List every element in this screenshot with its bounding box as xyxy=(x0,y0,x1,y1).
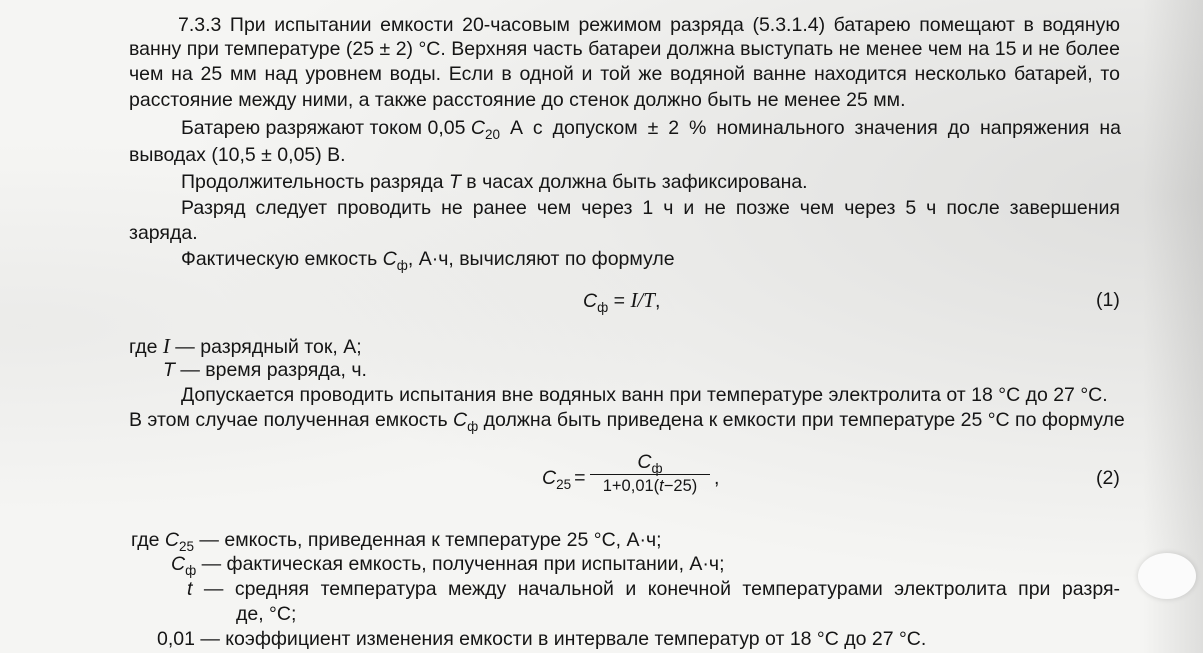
formula-2-fraction xyxy=(588,450,712,497)
formula-1: $C_ф = I/T$, xyxy=(583,288,661,315)
formula-2-number: (2) xyxy=(1096,467,1120,489)
p1-line-1: 7.3.3 При испытании емкости 20-часовым режимом разряда (5.3.1.4) батарею помещают в водяную xyxy=(178,14,1120,36)
where2-line-1: где $C_{25}$ — емкость, приведенная к температуре 25 °С, А·ч; xyxy=(131,529,662,554)
punch-hole xyxy=(1138,553,1196,599)
p2-line-1 xyxy=(181,116,1121,142)
formula-1-number: (1) xyxy=(1096,289,1120,311)
p6-line-1: Допускается проводить испытания вне водяных ванн при температуре электролита от 18 °С до 27 °С. xyxy=(181,384,1108,406)
where1-line-2: T — время разряда, ч. xyxy=(163,359,367,381)
formula-2-lhs: $C_{25}$ = xyxy=(542,467,586,492)
where1-line-1: где I — разрядный ток, А; xyxy=(129,334,362,358)
p1-line-3: чем на 25 мм над уровнем воды. Если в одной и той же водяной ванне находится несколько батарей, то xyxy=(129,63,1120,85)
formula-2-numerator: $C_ф$ xyxy=(637,451,663,476)
p2-pre: Батарею разряжают током 0,05 xyxy=(181,117,471,139)
p3-line: Продолжительность разряда T в часах должна быть зафиксирована. xyxy=(181,171,808,193)
formula-2-tail: , xyxy=(714,467,720,489)
p2-symbol: $C_{20}$ xyxy=(470,117,501,142)
where2-line-3: t — средняя температура между начальной и конечной температурами электролита при разря- xyxy=(187,578,1120,600)
p5-line: Фактическую емкость $C_ф$, А·ч, вычисляют по формуле xyxy=(181,248,675,273)
p2-line-2: выводах (10,5 ± 0,05) В. xyxy=(129,144,346,166)
where2-line-2: $C_ф$ — фактическая емкость, полученная при испытании, А·ч; xyxy=(171,553,725,578)
where2-line-4: 0,01 — коэффициент изменения емкости в интервале температур от 18 °С до 27 °С. xyxy=(157,628,927,650)
p4-line-1: Разряд следует проводить не ранее чем через 1 ч и не позже чем через 5 ч после завершения xyxy=(181,197,1120,219)
formula-2-denominator: 1+0,01(t−25) xyxy=(602,477,698,495)
where2-line-3-cont: де, °С; xyxy=(236,603,297,625)
p1-line-4: расстояние между ними, а также расстояние до стенок должно быть не менее 25 мм. xyxy=(129,89,906,111)
p2-post: А с допуском ± 2 % номинального значения до напряжения на xyxy=(500,117,1121,139)
p4-line-2: заряда. xyxy=(129,222,198,244)
p6-line-2: В этом случае полученная емкость $C_ф$ должна быть приведена к емкости при температуре 25 °С по формуле xyxy=(129,409,1125,434)
p1-line-2: ванну при температуре (25 ± 2) °С. Верхняя часть батареи должна выступать не менее чем на 15 и не более xyxy=(129,38,1120,60)
